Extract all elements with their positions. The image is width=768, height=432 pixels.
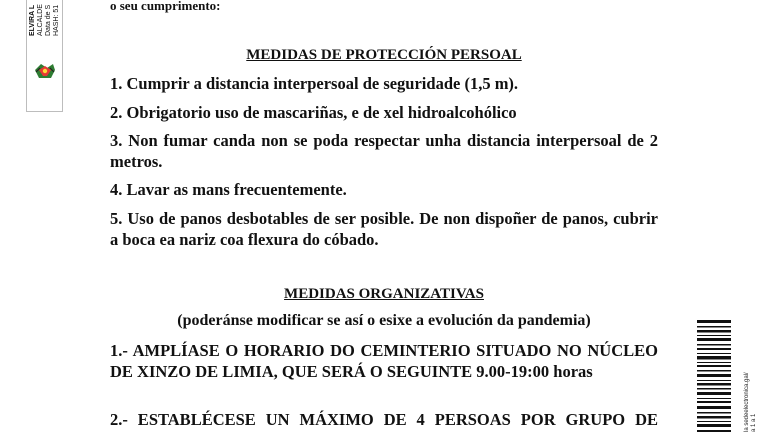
section-subtitle: (poderánse modificar se así o esixe a evolución da pandemia) <box>177 312 591 329</box>
signature-line: ALCALDE <box>37 4 44 36</box>
list-item: 4. Lavar as mans frecuentemente. <box>110 180 347 199</box>
signature-stamp <box>26 0 63 112</box>
side-url: la sedeelectronica.gal/ <box>744 372 750 432</box>
signature-line: Data de S <box>45 4 52 36</box>
list-item: 1.- AMPLÍASE O HORARIO DO CEMINTERIO SITUADO NO NÚCLEO DE XINZO DE LIMIA, QUE SERÁ O SEGUINTE 9.00-19:00 horas <box>110 341 658 381</box>
list-item: 5. Uso de panos desbotables de ser posible. De non dispoñer de panos, cubrir a boca ea nariz coa flexura do cóbado. <box>110 209 658 249</box>
list-item: 2.- ESTABLÉCESE UN MÁXIMO DE 4 PERSOAS POR GRUPO DE <box>110 410 658 429</box>
list-item: 1. Cumprir a distancia interpersoal de seguridade (1,5 m). <box>110 74 519 93</box>
coat-of-arms-icon <box>33 60 57 82</box>
signature-line: ELVIRA L <box>29 4 36 36</box>
section-title-organizational: MEDIDAS ORGANIZATIVAS <box>284 286 484 302</box>
section-title-personal: MEDIDAS DE PROTECCIÓN PERSOAL <box>246 47 522 63</box>
side-code: a 1 a 1 <box>751 413 757 432</box>
list-item: 3. Non fumar canda non se poda respectar unha distancia interpersoal de 2 metros. <box>110 131 658 171</box>
signature-line: HASH: 51 <box>53 4 60 36</box>
side-vertical-text <box>744 372 758 432</box>
signature-text <box>29 4 61 36</box>
list-item: 2. Obrigatorio uso de mascariñas, e de xel hidroalcohólico <box>110 103 517 122</box>
barcode-icon <box>697 320 731 432</box>
intro-tail: o seu cumprimento: <box>110 0 221 13</box>
